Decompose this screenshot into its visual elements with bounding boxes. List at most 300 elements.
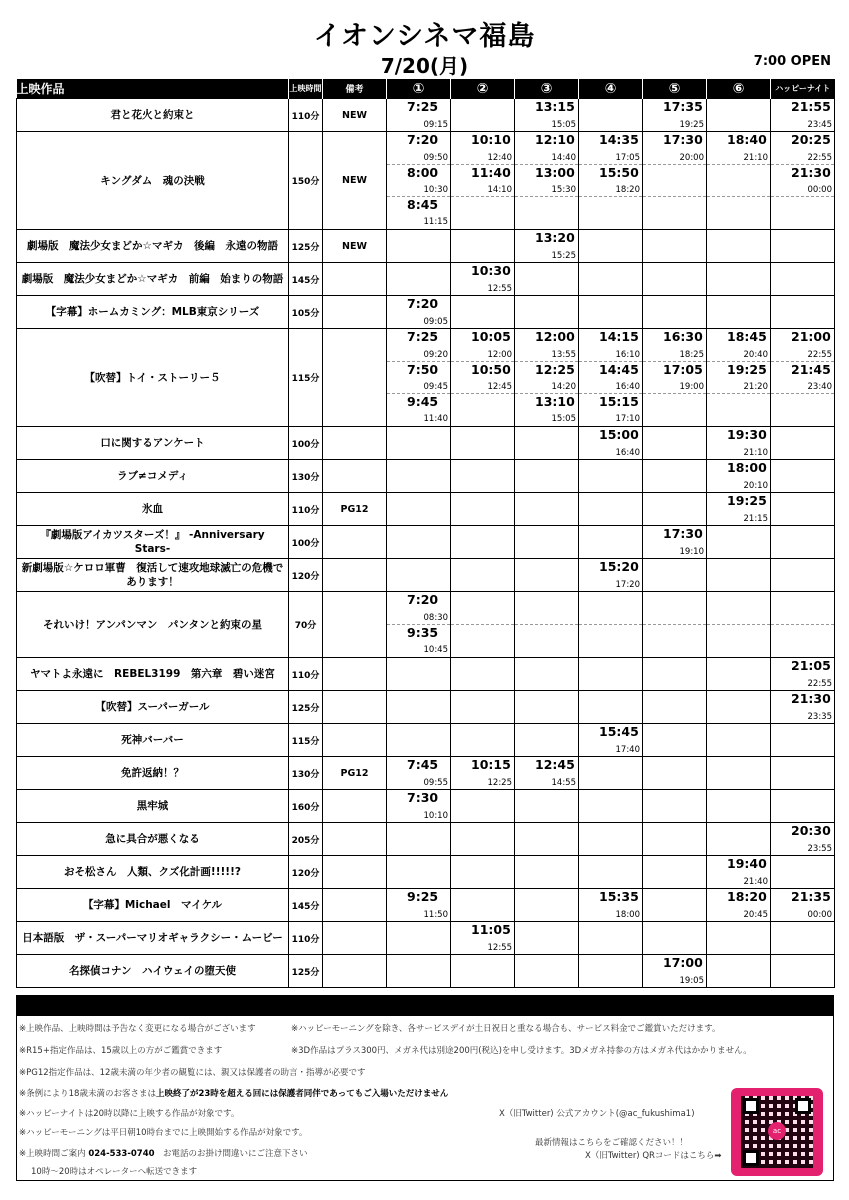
showtime-slot[interactable] <box>451 757 514 789</box>
showtime-slot[interactable] <box>515 132 578 164</box>
end-time: 15:30 <box>551 185 576 195</box>
movie-length: 110分 <box>289 493 323 526</box>
movie-length: 130分 <box>289 757 323 790</box>
showtime-slot[interactable] <box>451 164 514 196</box>
showtime-slot[interactable] <box>451 361 514 393</box>
end-time: 12:40 <box>487 153 512 163</box>
screen-cell <box>579 296 643 329</box>
showtime-slot <box>387 955 450 987</box>
showtime-slot <box>643 724 706 756</box>
end-time: 17:40 <box>615 745 640 755</box>
table-row <box>17 230 835 263</box>
showtime-slot[interactable] <box>643 526 706 558</box>
showtime-slot[interactable] <box>643 99 706 131</box>
showtime-slot <box>515 427 578 459</box>
screen-cell <box>643 132 707 230</box>
screen-cell <box>579 99 643 132</box>
showtime-slot <box>515 526 578 558</box>
note-4: ※3D作品はプラス300円、メガネ代は別途200円(税込)を申し受けます。3Dメガネ持参の方はメガネ代はかかりません。 <box>291 1046 752 1056</box>
showtime-slot[interactable] <box>707 329 770 361</box>
showtime-slot[interactable] <box>451 263 514 295</box>
screen-cell <box>515 691 579 724</box>
movie-length: 110分 <box>289 658 323 691</box>
screen-cell <box>451 329 515 427</box>
screen-cell <box>387 493 451 526</box>
showtime-slot[interactable] <box>387 329 450 361</box>
screen-cell <box>707 724 771 757</box>
movie-note <box>323 922 387 955</box>
screen-cell <box>579 132 643 230</box>
showtime-slot <box>579 790 642 822</box>
end-time: 19:10 <box>679 547 704 557</box>
showtime-slot <box>579 955 642 987</box>
screen-cell <box>707 592 771 658</box>
screen-cell <box>579 856 643 889</box>
screen-cell <box>707 823 771 856</box>
note-phone-caution: お電話のお掛け間違いにご注意下さい <box>154 1149 308 1159</box>
showtime-slot <box>707 592 770 624</box>
screen-cell <box>515 99 579 132</box>
showtime-slot[interactable] <box>515 99 578 131</box>
screen-cell <box>515 329 579 427</box>
showtime-slot[interactable] <box>387 592 450 624</box>
movie-note <box>323 790 387 823</box>
table-row <box>17 856 835 889</box>
showtime-slot[interactable] <box>643 955 706 987</box>
screen-cell <box>451 724 515 757</box>
showtime-slot <box>387 724 450 756</box>
showtime-slot[interactable] <box>579 164 642 196</box>
showtime-slot <box>387 493 450 525</box>
end-time: 17:05 <box>615 153 640 163</box>
showtime-slot <box>643 493 706 525</box>
showtime-slot <box>707 393 770 425</box>
screen-cell <box>515 493 579 526</box>
end-time: 15:05 <box>551 414 576 424</box>
end-time: 19:00 <box>679 382 704 392</box>
showtime-slot[interactable] <box>579 132 642 164</box>
showtime-slot <box>643 460 706 492</box>
movie-note <box>323 856 387 889</box>
screen-cell <box>387 329 451 427</box>
end-time: 23:40 <box>807 382 832 392</box>
showtime-slot <box>387 559 450 591</box>
screen-cell <box>643 99 707 132</box>
screen-cell <box>387 296 451 329</box>
screen-cell <box>387 230 451 263</box>
movie-note: NEW <box>323 132 387 230</box>
start-time: 8:45 <box>407 197 439 212</box>
screen-cell <box>451 132 515 230</box>
screen-cell <box>451 263 515 296</box>
screen-cell <box>387 427 451 460</box>
showtime-slot <box>707 624 770 656</box>
showtime-slot[interactable] <box>387 196 450 228</box>
showtime-slot <box>707 230 770 262</box>
showtime-slot <box>515 724 578 756</box>
screen-cell <box>771 592 835 658</box>
screen-cell <box>579 329 643 427</box>
screen-cell <box>579 823 643 856</box>
showtime-slot[interactable] <box>579 427 642 459</box>
screen-cell <box>451 658 515 691</box>
showtime-slot <box>643 790 706 822</box>
screen-cell <box>451 856 515 889</box>
showtime-slot[interactable] <box>643 361 706 393</box>
screen-cell <box>515 856 579 889</box>
showtime-slot <box>451 559 514 591</box>
movie-title: 『劇場版アイカツスターズ！』 -Anniversary Stars- <box>17 526 289 559</box>
screen-cell <box>387 691 451 724</box>
movie-title: 黒牢城 <box>17 790 289 823</box>
showtime-slot <box>771 296 834 328</box>
showtime-slot[interactable] <box>643 329 706 361</box>
end-time: 00:00 <box>807 910 832 920</box>
screen-cell <box>451 559 515 592</box>
screen-cell <box>707 99 771 132</box>
showtime-slot <box>451 658 514 690</box>
showtime-slot[interactable] <box>387 889 450 921</box>
showtime-slot[interactable] <box>515 329 578 361</box>
showtime-slot <box>771 757 834 789</box>
start-time: 7:20 <box>407 132 439 147</box>
start-time: 19:40 <box>727 856 767 871</box>
screen-cell <box>707 757 771 790</box>
end-time: 14:20 <box>551 382 576 392</box>
end-time: 16:40 <box>615 382 640 392</box>
movie-length: 130分 <box>289 460 323 493</box>
end-time: 23:45 <box>807 120 832 130</box>
showtime-slot[interactable] <box>387 624 450 656</box>
screen-cell <box>579 955 643 988</box>
screen-cell <box>387 526 451 559</box>
screen-cell <box>515 955 579 988</box>
start-time: 7:25 <box>407 329 439 344</box>
showtime-slot <box>387 922 450 954</box>
screen-cell <box>451 922 515 955</box>
screen-cell <box>771 691 835 724</box>
end-time: 09:05 <box>423 317 448 327</box>
screen-cell <box>579 724 643 757</box>
showtime-slot[interactable] <box>707 856 770 888</box>
movie-length: 110分 <box>289 922 323 955</box>
qr-code[interactable] <box>731 1088 823 1176</box>
showtime-slot[interactable] <box>707 889 770 921</box>
showtime-slot <box>451 889 514 921</box>
movie-note <box>323 823 387 856</box>
showtime-slot[interactable] <box>771 361 834 393</box>
divider-bar <box>16 995 834 1015</box>
screen-cell <box>579 658 643 691</box>
movie-title: 口に関するアンケート <box>17 427 289 460</box>
showtime-slot[interactable] <box>579 393 642 425</box>
screen-cell <box>579 427 643 460</box>
showtime-slot[interactable] <box>707 427 770 459</box>
screen-cell <box>515 757 579 790</box>
movie-note <box>323 592 387 658</box>
end-time: 12:25 <box>487 778 512 788</box>
showtime-slot <box>707 559 770 591</box>
schedule-table <box>16 79 835 988</box>
screen-cell <box>451 296 515 329</box>
movie-note <box>323 889 387 922</box>
screen-cell <box>387 790 451 823</box>
showtime-slot <box>771 460 834 492</box>
showtime-slot <box>451 592 514 624</box>
showtime-slot <box>643 823 706 855</box>
movie-title: 【字幕】Michael マイケル <box>17 889 289 922</box>
showtime-slot <box>515 592 578 624</box>
showtime-slot[interactable] <box>579 361 642 393</box>
screen-cell <box>643 427 707 460</box>
screen-cell <box>707 329 771 427</box>
showtime-slot <box>643 427 706 459</box>
screen-cell <box>579 460 643 493</box>
screen-cell <box>707 955 771 988</box>
showtime-slot[interactable] <box>387 99 450 131</box>
showtime-slot <box>515 263 578 295</box>
screen-cell <box>707 658 771 691</box>
movie-note: PG12 <box>323 757 387 790</box>
movie-length: 125分 <box>289 691 323 724</box>
screen-cell <box>451 691 515 724</box>
screen-cell <box>643 592 707 658</box>
showtime-slot <box>515 856 578 888</box>
end-time: 21:20 <box>743 382 768 392</box>
showtime-slot <box>579 296 642 328</box>
qr-finder <box>743 1098 759 1114</box>
showtime-slot[interactable] <box>515 757 578 789</box>
showtime-slot[interactable] <box>707 460 770 492</box>
screen-cell <box>387 132 451 230</box>
showtime-slot[interactable] <box>515 230 578 262</box>
showtime-slot <box>707 164 770 196</box>
screen-cell <box>643 263 707 296</box>
showtime-slot[interactable] <box>515 393 578 425</box>
start-time: 13:20 <box>535 230 575 245</box>
note-6 <box>19 1087 448 1099</box>
end-time: 19:25 <box>679 120 704 130</box>
showtime-slot[interactable] <box>387 361 450 393</box>
table-row <box>17 790 835 823</box>
screen-cell <box>387 263 451 296</box>
header-screen-5: ⑤ <box>643 79 707 99</box>
table-row <box>17 592 835 658</box>
start-time: 14:15 <box>599 329 639 344</box>
screen-cell <box>515 263 579 296</box>
showtime-slot[interactable] <box>387 393 450 425</box>
start-time: 10:15 <box>471 757 511 772</box>
screen-cell <box>579 592 643 658</box>
showtime-slot <box>643 922 706 954</box>
showtime-slot <box>771 559 834 591</box>
movie-length: 160分 <box>289 790 323 823</box>
showtime-slot[interactable] <box>387 296 450 328</box>
start-time: 18:40 <box>727 132 767 147</box>
movie-title: 【字幕】ホームカミング：MLB東京シリーズ <box>17 296 289 329</box>
showtime-slot[interactable] <box>515 164 578 196</box>
screen-cell <box>643 724 707 757</box>
note-phone-label: ※上映時間ご案内 <box>19 1149 89 1159</box>
movie-length: 125分 <box>289 230 323 263</box>
showtime-slot[interactable] <box>707 132 770 164</box>
showtime-slot <box>451 856 514 888</box>
showtime-slot <box>451 296 514 328</box>
table-row <box>17 427 835 460</box>
showtime-slot <box>451 230 514 262</box>
start-time: 21:30 <box>791 165 831 180</box>
start-time: 15:00 <box>599 427 639 442</box>
showtime-slot <box>707 658 770 690</box>
table-row <box>17 724 835 757</box>
screen-cell <box>771 460 835 493</box>
showtime-slot[interactable] <box>707 361 770 393</box>
end-time: 17:20 <box>615 580 640 590</box>
showtime-slot <box>771 624 834 656</box>
showtime-slot[interactable] <box>771 823 834 855</box>
movie-note <box>323 724 387 757</box>
screen-cell <box>771 823 835 856</box>
screen-cell <box>387 658 451 691</box>
showtime-slot[interactable] <box>387 164 450 196</box>
end-time: 17:10 <box>615 414 640 424</box>
showtime-slot[interactable] <box>771 691 834 723</box>
movie-title: 名探偵コナン ハイウェイの堕天使 <box>17 955 289 988</box>
movie-note: NEW <box>323 230 387 263</box>
note-qr-hint: X（旧Twitter) QRコードはこちら➡ <box>585 1151 722 1161</box>
showtime-slot <box>515 823 578 855</box>
screen-cell <box>771 790 835 823</box>
start-time: 7:20 <box>407 296 439 311</box>
showtime-slot[interactable] <box>771 658 834 690</box>
showtime-slot <box>387 658 450 690</box>
start-time: 17:30 <box>663 132 703 147</box>
screen-cell <box>707 460 771 493</box>
showtime-slot <box>771 922 834 954</box>
showtime-slot <box>771 955 834 987</box>
table-row <box>17 823 835 856</box>
start-time: 17:30 <box>663 526 703 541</box>
showtime-slot[interactable] <box>771 164 834 196</box>
start-time: 10:30 <box>471 263 511 278</box>
screen-cell <box>515 658 579 691</box>
movie-title: 新劇場版☆ケロロ軍曹 復活して速攻地球滅亡の危機であります！ <box>17 559 289 592</box>
showtime-slot <box>771 263 834 295</box>
note-6a: ※条例により18歳未満のお客さまは <box>19 1089 156 1099</box>
showtime-slot <box>515 460 578 492</box>
header-screen-3: ③ <box>515 79 579 99</box>
screen-cell <box>515 592 579 658</box>
header-title: 上映作品 <box>17 79 289 99</box>
screen-cell <box>387 823 451 856</box>
showtime-slot[interactable] <box>579 329 642 361</box>
showtime-slot <box>451 427 514 459</box>
showtime-slot <box>643 296 706 328</box>
note-9: ※ハッピーモーニングは平日朝10時台までに上映開始する作品が対象です。 <box>19 1128 308 1138</box>
showtime-slot <box>643 263 706 295</box>
showtime-slot <box>771 724 834 756</box>
start-time: 19:25 <box>727 493 767 508</box>
showtime-slot[interactable] <box>451 922 514 954</box>
showtime-slot <box>579 196 642 228</box>
table-row <box>17 658 835 691</box>
showtime-slot[interactable] <box>451 132 514 164</box>
screen-cell <box>707 922 771 955</box>
screen-cell <box>387 922 451 955</box>
end-time: 14:10 <box>487 185 512 195</box>
showtime-slot <box>387 691 450 723</box>
showtime-slot <box>579 691 642 723</box>
showtime-slot <box>771 526 834 558</box>
movie-note <box>323 691 387 724</box>
end-time: 10:30 <box>423 185 448 195</box>
screen-cell <box>707 526 771 559</box>
screen-cell <box>771 922 835 955</box>
phone-number[interactable]: 024-533-0740 <box>88 1149 155 1159</box>
movie-length: 115分 <box>289 329 323 427</box>
showtime-slot <box>515 559 578 591</box>
showtime-slot[interactable] <box>387 790 450 822</box>
showtime-slot[interactable] <box>579 724 642 756</box>
showtime-slot[interactable] <box>771 99 834 131</box>
screen-cell <box>643 823 707 856</box>
screen-cell <box>707 263 771 296</box>
screen-cell <box>643 526 707 559</box>
showtime-slot <box>707 196 770 228</box>
movie-title: ヤマトよ永遠に REBEL3199 第六章 碧い迷宮 <box>17 658 289 691</box>
start-time: 21:30 <box>791 691 831 706</box>
screen-cell <box>771 329 835 427</box>
showtime-slot <box>579 230 642 262</box>
movie-title: 氷血 <box>17 493 289 526</box>
showtime-slot[interactable] <box>771 132 834 164</box>
showtime-slot[interactable] <box>643 132 706 164</box>
end-time: 18:00 <box>615 910 640 920</box>
note-twitter-account[interactable]: X（旧Twitter) 公式アカウント(@ac_fukushima1) <box>499 1109 695 1119</box>
movie-title: ラブ≠コメディ <box>17 460 289 493</box>
showtime-slot <box>515 296 578 328</box>
end-time: 22:55 <box>807 350 832 360</box>
showtime-slot[interactable] <box>707 493 770 525</box>
table-row <box>17 526 835 559</box>
start-time: 15:35 <box>599 889 639 904</box>
showtime-slot[interactable] <box>451 329 514 361</box>
showtime-slot[interactable] <box>579 559 642 591</box>
screen-cell <box>579 493 643 526</box>
showtime-slot[interactable] <box>387 132 450 164</box>
end-time: 10:10 <box>423 811 448 821</box>
showtime-slot[interactable] <box>387 757 450 789</box>
table-row <box>17 955 835 988</box>
screen-cell <box>707 691 771 724</box>
start-time: 9:45 <box>407 394 439 409</box>
showtime-slot[interactable] <box>515 361 578 393</box>
screen-cell <box>579 691 643 724</box>
showtime-slot[interactable] <box>771 889 834 921</box>
showtime-slot <box>643 757 706 789</box>
end-time: 23:55 <box>807 844 832 854</box>
screen-cell <box>643 757 707 790</box>
showtime-slot <box>515 790 578 822</box>
screen-cell <box>643 889 707 922</box>
showtime-slot[interactable] <box>771 329 834 361</box>
end-time: 12:00 <box>487 350 512 360</box>
showtime-slot <box>771 393 834 425</box>
showtime-slot <box>771 592 834 624</box>
showtime-slot <box>451 99 514 131</box>
showtime-slot[interactable] <box>579 889 642 921</box>
showtime-slot <box>579 99 642 131</box>
